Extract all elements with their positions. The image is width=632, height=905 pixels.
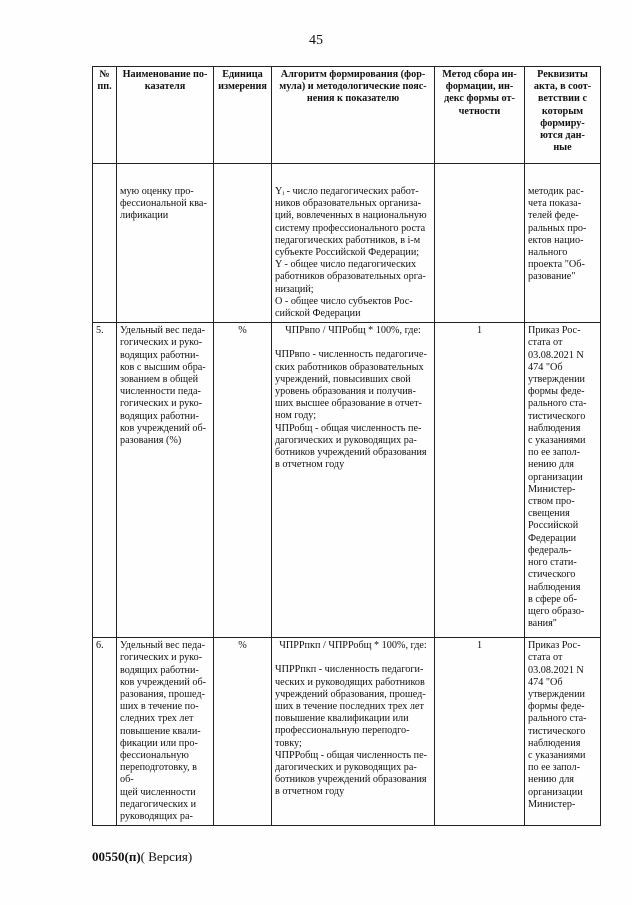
cell-unit bbox=[214, 164, 272, 323]
cell-collection-method bbox=[435, 164, 525, 323]
header-collection-method: Метод сбора ин- формации, ин- декс формы от- четности bbox=[435, 67, 525, 164]
cell-collection-method: 1 bbox=[435, 323, 525, 638]
cell-algorithm: Yᵢ - число педагогических работ- ников образовательных организа- ций, вовлеченных в национальную систему профессионального роста педагогических работников, в i-м субъекте Российской Федерации; Y - общее число педагогических работников образовательных орга- низаций; O - общее число субъектов Рос- сийской Федерации bbox=[272, 164, 435, 323]
formula-description: ЧПРРпкп - численность педагоги- ческих и руководящих работников учреждений образования, прошед- ших в течение последних трех лет повышение квалификации или профессиональную переподго- товку; ЧПРРобщ - общая численность пе- дагогических и руководящих ра- ботников учреждений образования в отчетном году bbox=[275, 664, 428, 798]
table-header-row bbox=[93, 67, 601, 164]
document-code: 00550(п) bbox=[92, 849, 141, 864]
header-act-details: Реквизиты акта, в соот- ветствии с которым формиру- ются дан- ные bbox=[525, 67, 601, 164]
cell-indicator-name: Удельный вес педа- гогических и руко- водящих работни- ков с высшим обра- зованием в общей численности педа- гогических и руко- водящих работни- ков учреждений об- разования (%) bbox=[117, 323, 214, 638]
document-footer bbox=[92, 849, 192, 865]
cell-number bbox=[93, 164, 117, 323]
cell-number: 6. bbox=[93, 638, 117, 826]
header-unit: Единица измерения bbox=[214, 67, 272, 164]
page-number: 45 bbox=[309, 33, 323, 48]
cell-act-details: методик рас- чета показа- телей феде- ральных про- ектов нацио- нального проекта "Об- разование" bbox=[525, 164, 601, 323]
table-row-continuation bbox=[93, 164, 601, 323]
cell-indicator-name: Удельный вес педа- гогических и руко- водящих работни- ков учреждений об- разования, прошед- ших в течение по- следних трех лет повышение квали- фикации или про- фессиональную переподготовку, в об- щей численности педагогических и руководящих ра- bbox=[117, 638, 214, 826]
formula: ЧПРвпо / ЧПРобщ * 100%, где: bbox=[285, 325, 421, 337]
cell-algorithm bbox=[272, 638, 435, 826]
cell-indicator-name: мую оценку про- фессиональной ква- лификации bbox=[117, 164, 214, 323]
formula: ЧПРРпкп / ЧПРРобщ * 100%, где: bbox=[279, 640, 427, 652]
formula-description: ЧПРвпо - численность педагогиче- ских работников образовательных учреждений, повысивших свой уровень образования и получив- ших высшее образование в отчет- ном году; ЧПРобщ - общая численность пе- дагогических и руководящих ра- ботников учреждений образования в отчетном году bbox=[275, 349, 427, 471]
cell-unit: % bbox=[214, 323, 272, 638]
cell-number: 5. bbox=[93, 323, 117, 638]
cell-algorithm bbox=[272, 323, 435, 638]
table-row bbox=[93, 323, 601, 638]
cell-unit: % bbox=[214, 638, 272, 826]
cell-collection-method: 1 bbox=[435, 638, 525, 826]
cell-act-details: Приказ Рос- стата от 03.08.2021 N 474 "Об утверждении формы феде- рального ста- тистического наблюдения с указаниями по ее запол- нению для организации Министер- bbox=[525, 638, 601, 826]
indicators-table bbox=[92, 66, 601, 826]
cell-act-details: Приказ Рос- стата от 03.08.2021 N 474 "Об утверждении формы феде- рального ста- тистического наблюдения с указаниями по ее запол- нению для организации Министер- ством про- свещения Российской Федерации федераль- ного стати- стического наблюдения в сфере об- щего образо- вания" bbox=[525, 323, 601, 638]
document-version: ( Версия) bbox=[140, 849, 193, 864]
table-row bbox=[93, 638, 601, 826]
header-number: № пп. bbox=[93, 67, 117, 164]
header-algorithm: Алгоритм формирования (фор- мула) и методологические пояс- нения к показателю bbox=[272, 67, 435, 164]
header-indicator-name: Наименование по- казателя bbox=[117, 67, 214, 164]
